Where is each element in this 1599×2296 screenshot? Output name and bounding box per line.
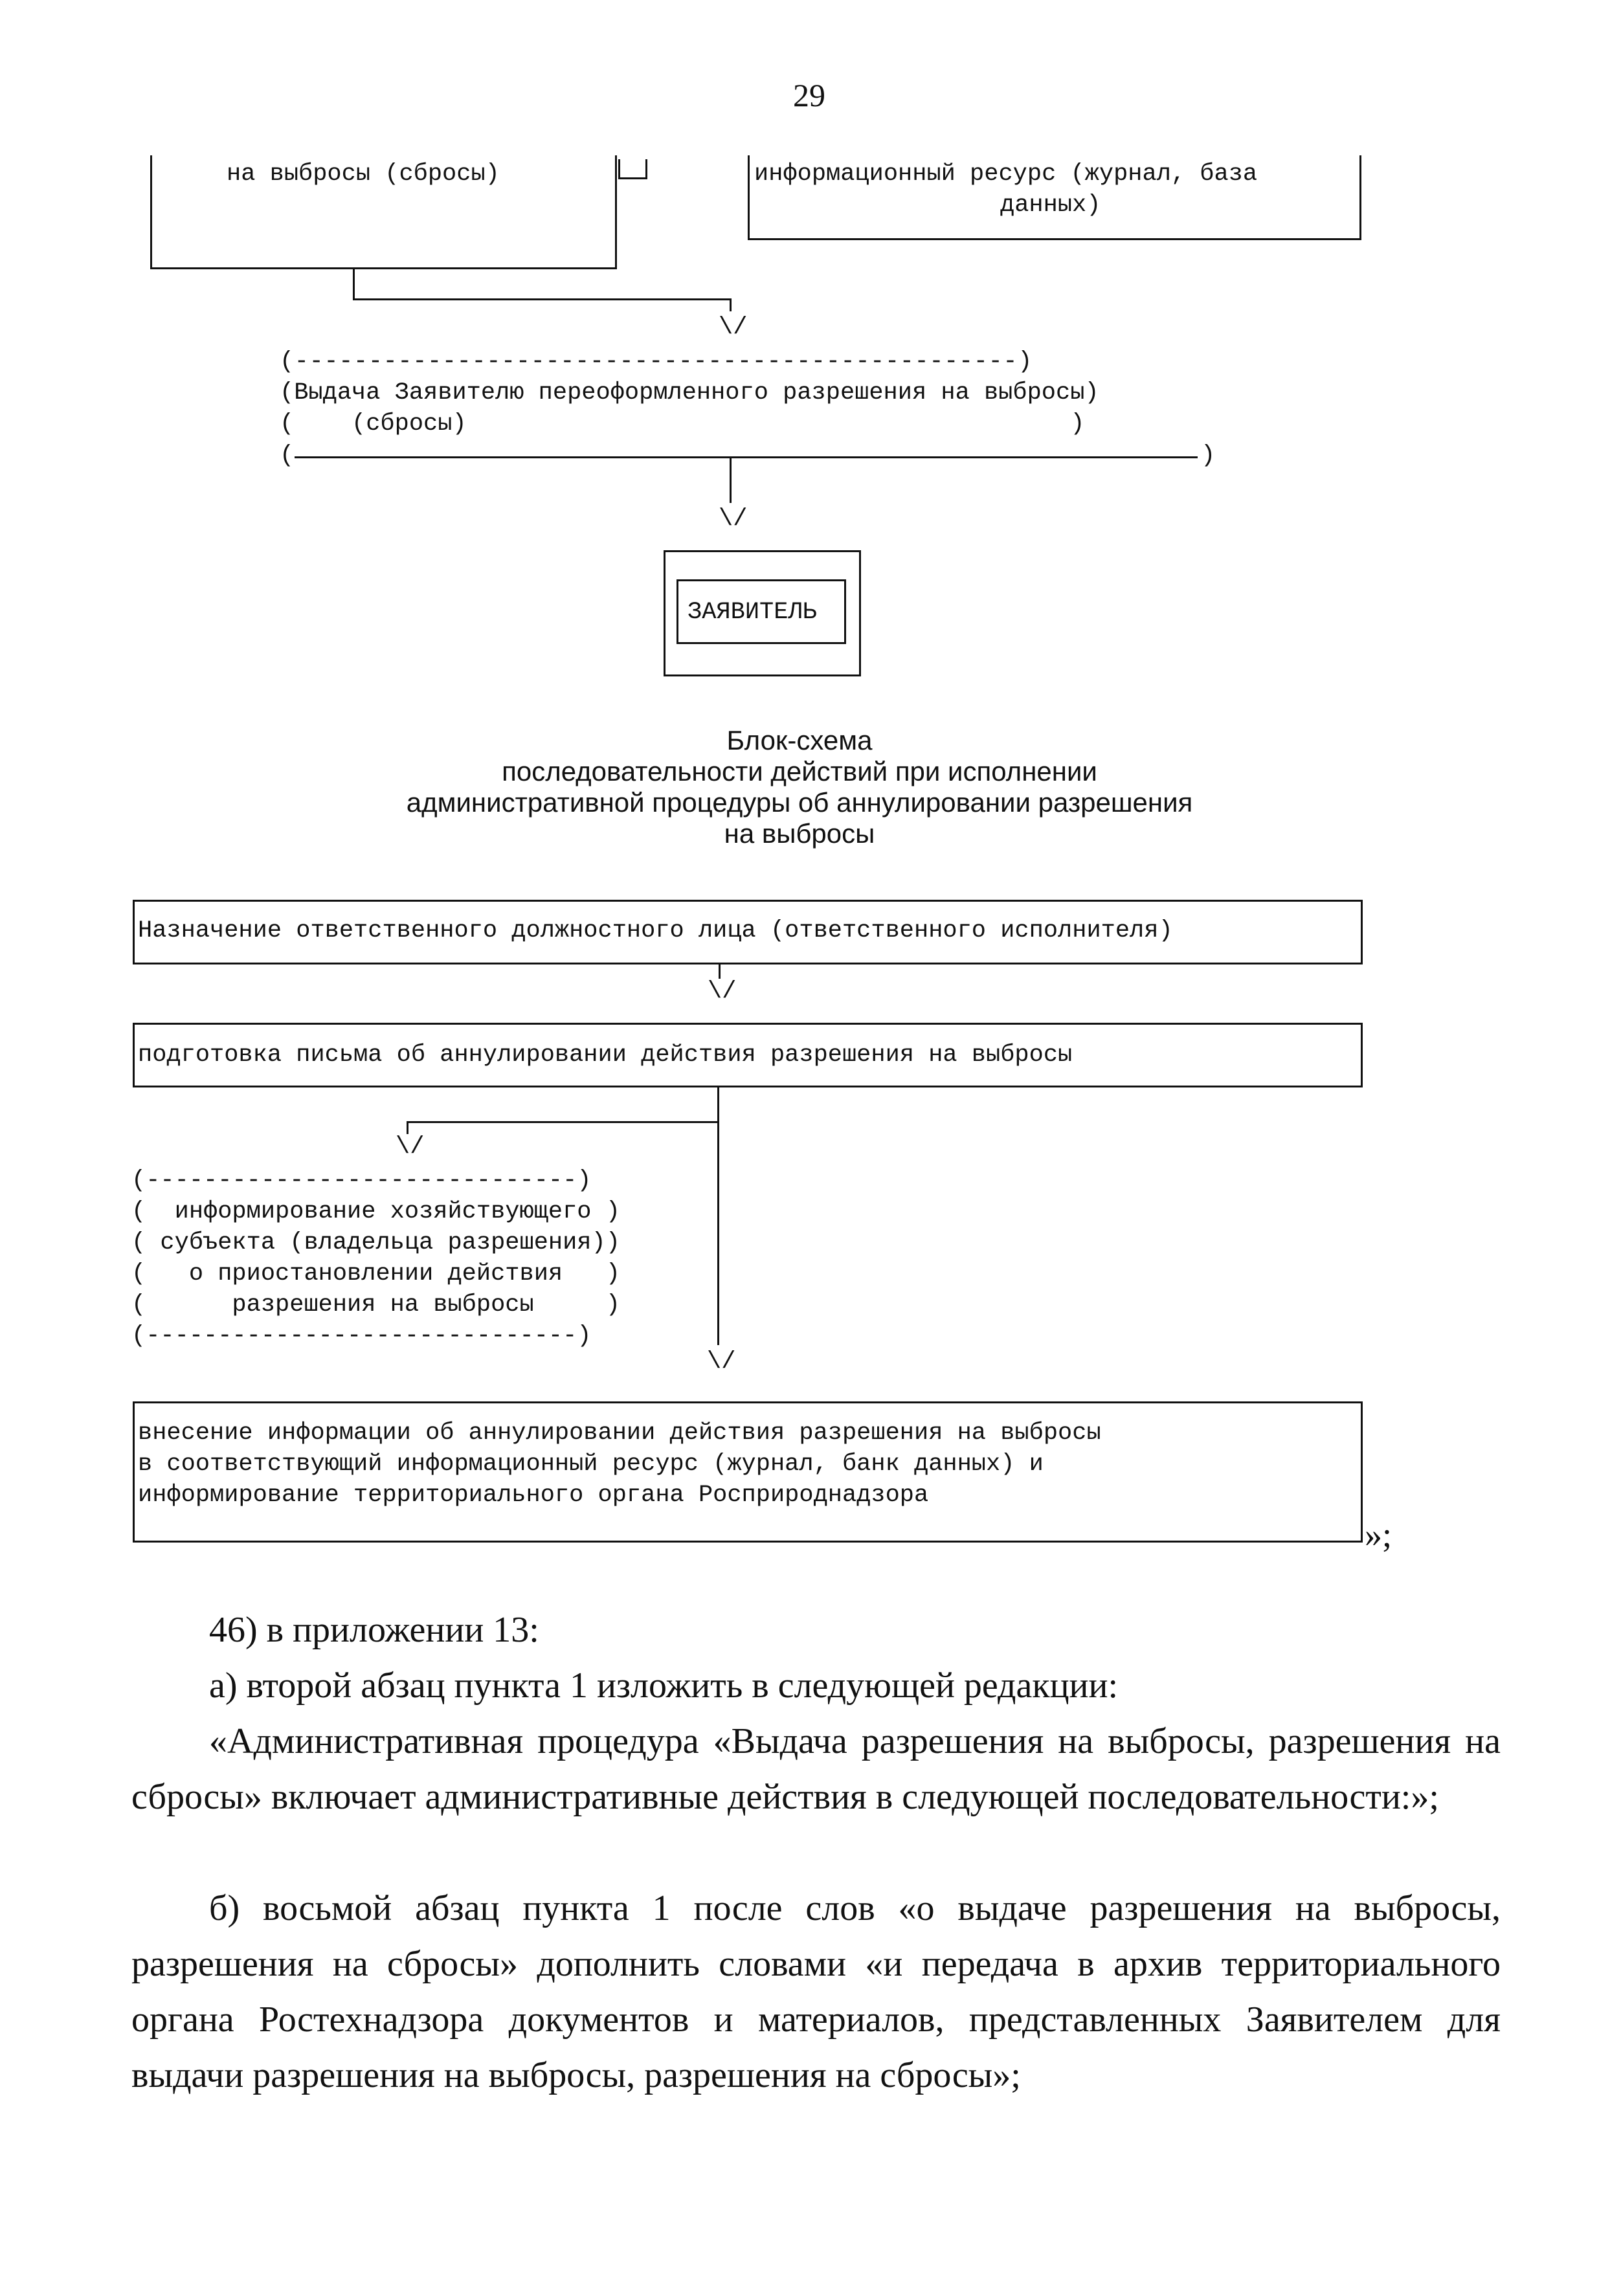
side-line-2: ( субъекта (владельца разрешения)) <box>131 1229 620 1256</box>
main-connector <box>717 1087 719 1345</box>
connector-issue-applicant <box>730 458 732 503</box>
closing-quote: »; <box>1365 1515 1392 1554</box>
side-line-1: ( информирование хозяйствующего ) <box>131 1198 620 1225</box>
side-line-3: ( о приостановлении действия ) <box>131 1260 620 1287</box>
paragraph-quote: «Административная процедура «Выдача разрешения на выбросы, разрешения на сбросы» включает административные действия в следующей последовательности:»; <box>131 1721 1501 1817</box>
arrow-down-5: \/ <box>707 1348 736 1376</box>
paragraph-item-46: 46) в приложении 13: <box>209 1610 539 1650</box>
arrow-down-4: \/ <box>396 1133 425 1161</box>
arrow-down-2: \/ <box>719 506 748 533</box>
info-resource-line2: данных) <box>1000 192 1101 219</box>
flowchart-title-line2: последовательности действий при исполнении <box>502 756 1097 786</box>
arrow-down-3: \/ <box>708 978 737 1005</box>
flowchart-title-line3: административной процедуры об аннулировании разрешения <box>406 787 1193 818</box>
step3-line3: информирование территориального органа Росприроднадзора <box>138 1482 929 1509</box>
applicant-label: ЗАЯВИТЕЛЬ <box>688 599 817 626</box>
flowchart-title-line4: на выбросы <box>724 818 875 849</box>
issue-box-bottom-left: ( <box>280 442 295 469</box>
step2-text: подготовка письма об аннулировании действия разрешения на выбросы <box>138 1042 1073 1069</box>
side-box-bottom: (------------------------------) <box>131 1322 592 1350</box>
issue-box-bottom-right: ) <box>1201 442 1216 469</box>
left-box-text: на выбросы (сбросы) <box>227 161 500 188</box>
issue-line-2: ( (сбросы) ) <box>280 410 1085 438</box>
step3-line1: внесение информации об аннулировании действия разрешения на выбросы <box>138 1420 1101 1447</box>
paragraph-a: а) второй абзац пункта 1 изложить в следующей редакции: <box>209 1666 1119 1706</box>
side-box-top: (------------------------------) <box>131 1167 592 1194</box>
issue-line-1: (Выдача Заявителю переоформленного разрешения на выбросы) <box>280 379 1099 407</box>
arrow-down-1: \/ <box>719 314 748 341</box>
info-resource-line1: информационный ресурс (журнал, база <box>754 161 1258 188</box>
step3-line2: в соответствующий информационный ресурс (журнал, банк данных) и <box>138 1451 1044 1478</box>
side-line-4: ( разрешения на выбросы ) <box>131 1291 620 1319</box>
flowchart-title-line1: Блок-схема <box>726 725 873 755</box>
page-number: 29 <box>793 77 825 113</box>
step1-text: Назначение ответственного должностного лица (ответственного исполнителя) <box>138 917 1173 944</box>
issue-box-top: (-------------------------------------------------) <box>280 348 1033 375</box>
paragraph-b: б) восьмой абзац пункта 1 после слов «о выдаче разрешения на выбросы, разрешения на сбросы» дополнить словами «и передача в архив территориального органа Ростехнадзора документов и материалов, представленных Заявителем для выдачи разрешения на выбросы, разрешения на сбросы»; <box>131 1888 1501 2095</box>
